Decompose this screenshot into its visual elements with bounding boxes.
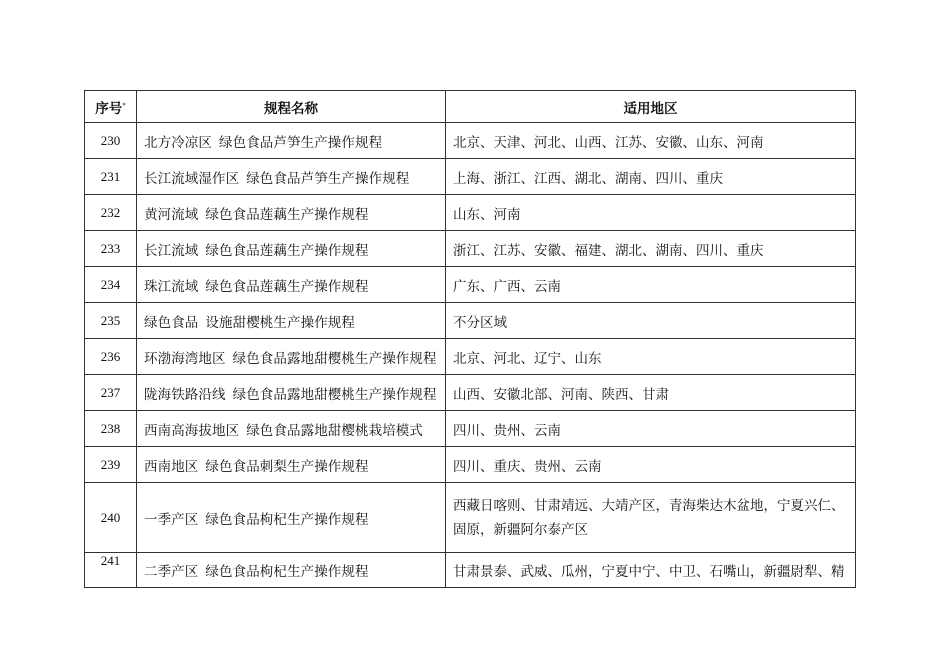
table-row: [85, 553, 856, 588]
regulation-name: [137, 411, 446, 447]
row-number: 239: [85, 447, 137, 483]
table-row: [85, 267, 856, 303]
regulation-area: 二季产区: [144, 564, 199, 580]
table-row: [85, 339, 856, 375]
regulation-title: 绿色食品露地甜樱桃生产操作规程: [232, 350, 437, 367]
regulation-area: 一季产区: [144, 511, 199, 528]
regulation-name: [137, 303, 446, 339]
row-number: 241: [85, 553, 137, 588]
table-row: [85, 159, 856, 195]
header-seq-label: 序号: [95, 100, 123, 117]
regulation-title: 绿色食品枸杞生产操作规程: [205, 511, 369, 528]
regulation-name: [137, 231, 446, 267]
row-number: 231: [85, 159, 137, 195]
header-seq: [85, 91, 137, 123]
regulation-title: 绿色食品芦笋生产操作规程: [219, 134, 383, 151]
regulation-title: 设施甜樱桃生产操作规程: [205, 314, 356, 331]
regulation-title: 绿色食品枸杞生产操作规程: [205, 564, 369, 580]
regulation-name: [137, 159, 446, 195]
regulation-area: 珠江流域: [144, 278, 199, 295]
regulation-title: 绿色食品莲藕生产操作规程: [205, 242, 369, 259]
row-number: 234: [85, 267, 137, 303]
applicable-regions: 山东、河南: [446, 195, 856, 231]
regulation-title: 绿色食品莲藕生产操作规程: [205, 206, 369, 223]
applicable-regions: 不分区域: [446, 303, 856, 339]
regulation-title: 绿色食品露地甜樱桃栽培模式: [246, 422, 424, 439]
regulation-area: 长江流域湿作区: [144, 170, 240, 187]
row-number: 233: [85, 231, 137, 267]
table-row: [85, 303, 856, 339]
table-row: [85, 195, 856, 231]
applicable-regions: 上海、浙江、江西、湖北、湖南、四川、重庆: [446, 159, 856, 195]
regulation-area: 黄河流域: [144, 206, 199, 223]
regulation-name: [137, 553, 446, 588]
row-number: 240: [85, 483, 137, 553]
applicable-regions: 四川、贵州、云南: [446, 411, 856, 447]
header-name: 规程名称: [137, 91, 446, 123]
regulation-title: 绿色食品刺梨生产操作规程: [205, 458, 369, 475]
applicable-regions: 山西、安徽北部、河南、陕西、甘肃: [446, 375, 856, 411]
header-region: 适用地区: [446, 91, 856, 123]
regulation-name: [137, 123, 446, 159]
table-row: [85, 375, 856, 411]
applicable-regions: 西藏日喀则、甘肃靖远、大靖产区，青海柴达木盆地，宁夏兴仁、固原，新疆阿尔泰产区: [446, 483, 856, 553]
applicable-regions: 四川、重庆、贵州、云南: [446, 447, 856, 483]
applicable-regions: 甘肃景泰、武威、瓜州，宁夏中宁、中卫、石嘴山，新疆尉犁、精: [446, 553, 856, 588]
regulation-name: [137, 483, 446, 553]
row-number: 237: [85, 375, 137, 411]
regulation-name: [137, 375, 446, 411]
regulation-area: 绿色食品: [144, 314, 199, 331]
header-seq-mark: *: [122, 101, 126, 109]
regulation-name: [137, 447, 446, 483]
table-row: [85, 447, 856, 483]
header-row: [85, 91, 856, 123]
table-row: [85, 483, 856, 553]
regulation-name: [137, 195, 446, 231]
regulation-title: 绿色食品露地甜樱桃生产操作规程: [232, 386, 437, 403]
applicable-regions: 北京、河北、辽宁、山东: [446, 339, 856, 375]
table-row: [85, 231, 856, 267]
applicable-regions: 北京、天津、河北、山西、江苏、安徽、山东、河南: [446, 123, 856, 159]
row-number: 232: [85, 195, 137, 231]
row-number: 230: [85, 123, 137, 159]
applicable-regions: 广东、广西、云南: [446, 267, 856, 303]
regulation-table: [84, 90, 856, 588]
regulation-area: 西南高海拔地区: [144, 422, 240, 439]
regulation-area: 环渤海湾地区: [144, 350, 226, 367]
row-number: 236: [85, 339, 137, 375]
regulation-title: 绿色食品莲藕生产操作规程: [205, 278, 369, 295]
regulation-name: [137, 267, 446, 303]
row-number: 238: [85, 411, 137, 447]
regulation-area: 长江流域: [144, 242, 199, 259]
row-number: 235: [85, 303, 137, 339]
regulation-area: 北方冷凉区: [144, 134, 212, 151]
table-body: [85, 123, 856, 588]
applicable-regions: 浙江、江苏、安徽、福建、湖北、湖南、四川、重庆: [446, 231, 856, 267]
table-row: [85, 123, 856, 159]
regulation-area: 陇海铁路沿线: [144, 386, 226, 403]
table-row: [85, 411, 856, 447]
regulation-name: [137, 339, 446, 375]
table-header: [85, 91, 856, 123]
regulation-area: 西南地区: [144, 458, 199, 475]
regulation-title: 绿色食品芦笋生产操作规程: [246, 170, 410, 187]
